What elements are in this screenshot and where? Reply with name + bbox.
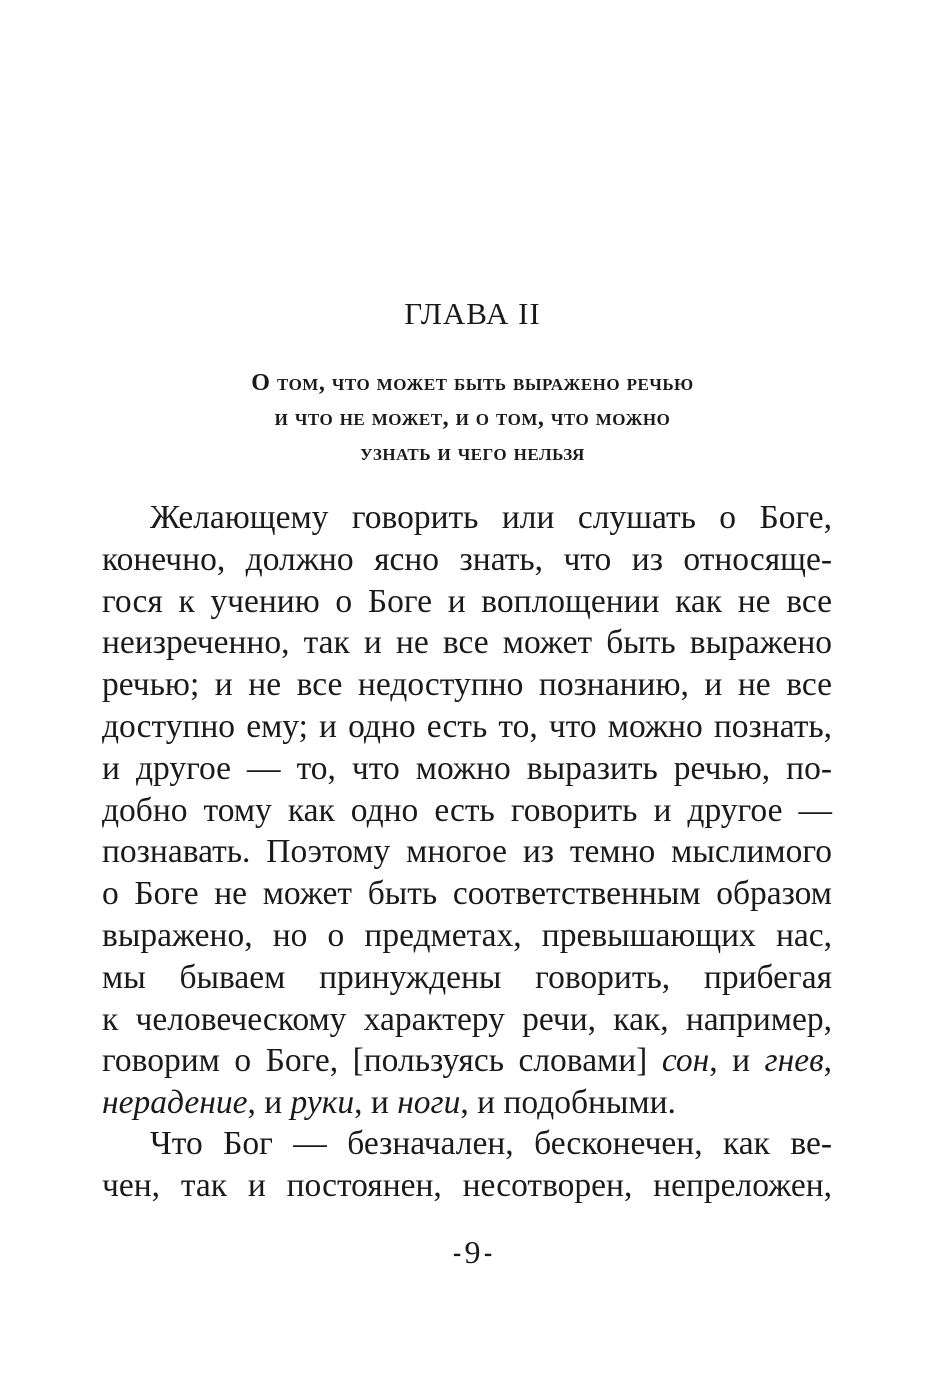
text-line: конечно, должно ясно знать, что из относяще-: [102, 540, 832, 578]
page-ornament-left: ⁃: [451, 1242, 463, 1268]
text-line: доступно ему; и одно есть то, что можно познать,: [102, 707, 832, 745]
text-line: добно тому как одно есть говорить и другое —: [102, 791, 832, 829]
paragraph-2: [102, 1123, 832, 1207]
text-run: ,: [823, 1042, 832, 1080]
italic-term: сон: [661, 1042, 710, 1080]
text-line: выражено, но о предметах, превышающих нас,: [102, 916, 832, 954]
text-line: [102, 1040, 832, 1082]
chapter-title: ГЛАВА II: [404, 296, 541, 331]
chapter-subtitle-line: узнать и чего нельзя: [360, 440, 585, 466]
text-line: познавать. Поэтому многое из темно мыслимого: [102, 833, 832, 871]
paragraph-1: [102, 497, 832, 1124]
page-ornament-right: ⁃: [482, 1242, 494, 1268]
text-line: к человеческому характеру речи, как, например,: [102, 1000, 832, 1038]
text-line: речью; и не все недоступно познанию, и не все: [102, 666, 832, 704]
italic-term: ноги: [397, 1084, 461, 1122]
text-run: , и: [354, 1084, 398, 1122]
chapter-subtitle-line: О том, что может быть выражено речью: [251, 370, 694, 396]
text-line: неизреченно, так и не все может быть выражено: [102, 624, 832, 662]
text-run: говорим о Боге, [пользуясь словами]: [102, 1042, 662, 1080]
text-line: Желающему говорить или слушать о Боге,: [150, 499, 832, 536]
chapter-subtitle: [0, 366, 945, 471]
text-run: , и: [709, 1042, 765, 1080]
text-run: , и: [247, 1084, 291, 1122]
chapter-subtitle-line: и что не может, и о том, что можно: [274, 405, 671, 431]
text-line: о Боге не может быть соответственным образом: [102, 875, 832, 913]
text-line: чен, так и постоянен, несотворен, непреложен,: [102, 1166, 832, 1204]
page-number: [0, 1232, 945, 1276]
text-line: мы бываем принуждены говорить, прибегая: [102, 958, 832, 996]
text-line: и другое — то, что можно выразить речью, по-: [102, 749, 832, 787]
text-line: Что Бог — безначален, бесконечен, как ве-: [150, 1125, 832, 1162]
italic-term: гнев: [764, 1042, 824, 1080]
italic-term: нерадение: [102, 1084, 248, 1122]
text-run: , и подобными.: [460, 1084, 676, 1122]
italic-term: руки: [290, 1084, 355, 1122]
text-line: гося к учению о Боге и воплощении как не все: [102, 582, 832, 620]
text-line: [102, 1082, 832, 1124]
page-number-value: 9: [464, 1234, 481, 1270]
